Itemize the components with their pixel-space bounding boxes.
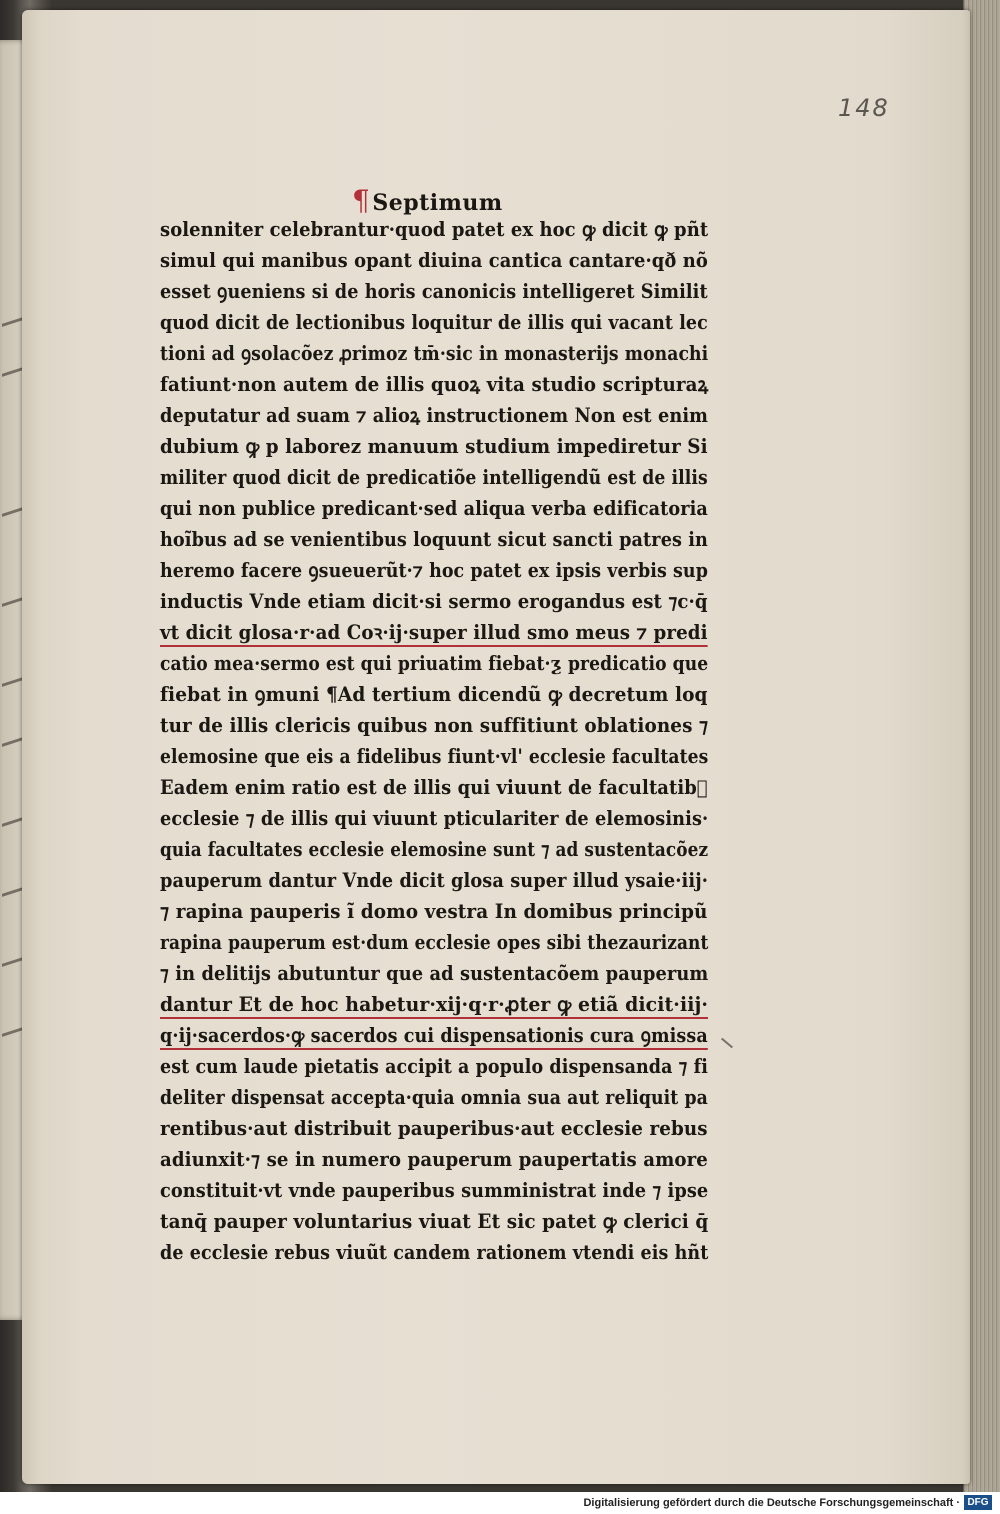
- text-line: inductis Vnde etiam dicit·si sermo erogandus est ⁊c·q̄: [160, 590, 708, 613]
- text-line: esset ꝯueniens si de horis canonicis intelligeret Similit: [160, 280, 708, 303]
- text-line: constituit·vt vnde pauperibus sumministrat inde ⁊ ipse: [160, 1179, 709, 1202]
- heading-text: Septimum: [372, 190, 503, 216]
- text-line: tioni ad ꝯsolacõez ꝓrimoz tm̄·sic in monasterijs monachi: [160, 342, 709, 365]
- text-line: fatiunt·non autem de illis quoꝝ vita studio scripturaꝝ: [160, 373, 709, 396]
- text-line: militer quod dicit de predicatiõe intelligendũ est de illis: [160, 466, 708, 489]
- text-line: deliter dispensat accepta·quia omnia sua aut reliquit pa: [160, 1086, 708, 1109]
- text-line: catio mea·sermo est qui priuatim fiebat·ƺ predicatio que: [160, 652, 709, 675]
- text-line: elemosine que eis a fidelibus fiunt·vl' ecclesie facultates: [160, 745, 709, 768]
- text-line: hoĩbus ad se venientibus loquunt sicut sancti patres in: [160, 528, 708, 551]
- footer-text: Digitalisierung gefördert durch die Deutsche Forschungsgemeinschaft ·: [583, 1497, 960, 1509]
- text-line: pauperum dantur Vnde dicit glosa super illud ysaie·iij·: [160, 869, 708, 892]
- dfg-logo: DFG: [964, 1495, 992, 1510]
- text-line: ⁊ in delitijs abutuntur que ad sustentacõem pauperum: [160, 962, 709, 985]
- text-block: [160, 214, 708, 1268]
- text-line: qui non publice predicant·sed aliqua verba edificatoria: [160, 497, 708, 520]
- text-line: tur de illis clericis quibus non suffitiunt oblationes ⁊: [160, 714, 709, 737]
- footer-bar: [0, 1492, 1000, 1514]
- text-line: solenniter celebrantur·quod patet ex hoc ꝙ dicit ꝙ pñt: [160, 218, 709, 241]
- text-line: ecclesie ⁊ de illis qui viuunt pticulariter de elemosinis·: [160, 807, 709, 830]
- text-line: dubium ꝙ p laborez manuum studium impediretur Si: [160, 435, 708, 458]
- text-line: heremo facere ꝯsueuerũt·⁊ hoc patet ex ipsis verbis sup: [160, 559, 708, 582]
- text-line: quod dicit de lectionibus loquitur de illis qui vacant lec: [160, 311, 708, 334]
- text-line: fiebat in ꝯmuni ¶Ad tertium dicendũ ꝙ decretum loq: [160, 683, 708, 706]
- text-line: quia facultates ecclesie elemosine sunt ⁊ ad sustentacõez: [160, 838, 709, 861]
- text-line: simul qui manibus opant diuina cantica cantare·qð nõ: [160, 249, 708, 272]
- text-line: de ecclesie rebus viuũt candem rationem vtendi eis hñt: [160, 1241, 709, 1264]
- text-line: Eadem enim ratio est de illis qui viuunt de facultatib᷑: [160, 776, 708, 799]
- text-line: ⁊ rapina pauperis ĩ domo vestra In domibus principũ: [160, 900, 708, 923]
- text-line: tanq̄ pauper voluntarius viuat Et sic patet ꝙ clerici q̄: [160, 1210, 709, 1233]
- text-line: vt dicit glosa·r·ad Coꝛ·ij·super illud smo meus ⁊ predi: [160, 621, 708, 644]
- text-line: rapina pauperum est·dum ecclesie opes sibi thezaurizant: [160, 931, 709, 954]
- text-line: dantur Et de hoc habetur·xij·q·r·ꝓter ꝙ etiã dicit·iij·: [160, 993, 709, 1016]
- text-line: deputatur ad suam ⁊ alioꝝ instructionem Non est enim: [160, 404, 709, 427]
- pilcrow-icon: ¶: [352, 184, 371, 217]
- text-line: est cum laude pietatis accipit a populo dispensanda ⁊ fi: [160, 1055, 708, 1078]
- text-line: rentibus·aut distribuit pauperibus·aut ecclesie rebus: [160, 1117, 708, 1140]
- section-heading: [352, 184, 503, 217]
- folio-number: 148: [838, 94, 890, 122]
- text-line: q·ij·sacerdos·ꝙ sacerdos cui dispensationis cura ꝯmissa: [160, 1024, 708, 1047]
- text-line: adiunxit·⁊ se in numero pauperum paupertatis amore: [160, 1148, 708, 1171]
